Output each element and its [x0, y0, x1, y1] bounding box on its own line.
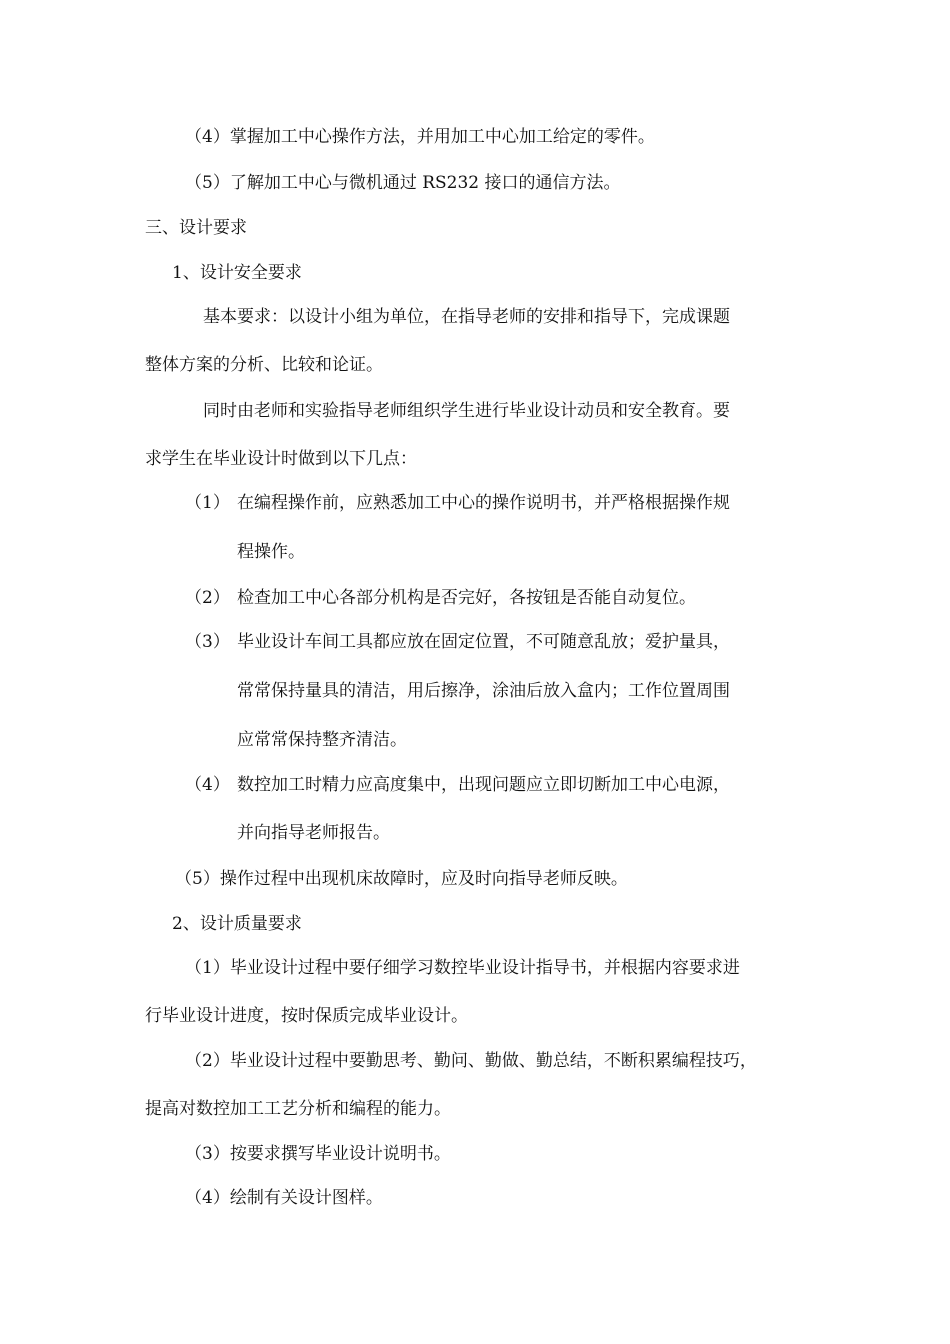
objective-item-5: （5）了解加工中心与微机通过 RS232 接口的通信方法。 — [185, 173, 621, 193]
safety-item-2-number: （2） — [185, 588, 230, 608]
safety-item-3-line-3: 应常常保持整齐清洁。 — [237, 730, 407, 750]
mobilization-line-2: 求学生在毕业设计时做到以下几点： — [145, 449, 417, 469]
safety-item-5: （5）操作过程中出现机床故障时，应及时向指导老师反映。 — [175, 869, 628, 889]
quality-item-4: （4）绘制有关设计图样。 — [185, 1188, 383, 1208]
safety-item-1-number: （1） — [185, 493, 230, 513]
safety-item-3-number: （3） — [185, 632, 230, 652]
quality-item-3: （3）按要求撰写毕业设计说明书。 — [185, 1144, 451, 1164]
mobilization-line-1: 同时由老师和实验指导老师组织学生进行毕业设计动员和安全教育。要 — [203, 401, 730, 421]
objective-item-4: （4）掌握加工中心操作方法，并用加工中心加工给定的零件。 — [185, 127, 655, 147]
safety-item-2-line-1: 检查加工中心各部分机构是否完好，各按钮是否能自动复位。 — [237, 588, 696, 608]
basic-requirement-line-1: 基本要求：以设计小组为单位，在指导老师的安排和指导下，完成课题 — [203, 307, 730, 327]
safety-item-1-line-1: 在编程操作前，应熟悉加工中心的操作说明书，并严格根据操作规 — [237, 493, 730, 513]
subsection-heading-safety: 1、设计安全要求 — [172, 263, 302, 283]
subsection-heading-quality: 2、设计质量要求 — [172, 914, 302, 934]
safety-item-4-line-1: 数控加工时精力应高度集中，出现问题应立即切断加工中心电源， — [237, 775, 730, 795]
quality-item-1-line-1: （1）毕业设计过程中要仔细学习数控毕业设计指导书，并根据内容要求进 — [185, 958, 740, 978]
safety-item-1-line-2: 程操作。 — [237, 542, 305, 562]
quality-item-1-line-2: 行毕业设计进度，按时保质完成毕业设计。 — [145, 1006, 468, 1026]
safety-item-4-line-2: 并向指导老师报告。 — [237, 823, 390, 843]
safety-item-3-line-1: 毕业设计车间工具都应放在固定位置，不可随意乱放；爱护量具， — [237, 632, 730, 652]
quality-item-2-line-1: （2）毕业设计过程中要勤思考、勤问、勤做、勤总结，不断积累编程技巧， — [185, 1051, 757, 1071]
quality-item-2-line-2: 提高对数控加工工艺分析和编程的能力。 — [145, 1099, 451, 1119]
section-heading-design-requirements: 三、设计要求 — [145, 218, 247, 238]
basic-requirement-line-2: 整体方案的分析、比较和论证。 — [145, 355, 383, 375]
safety-item-3-line-2: 常常保持量具的清洁，用后擦净，涂油后放入盒内；工作位置周围 — [237, 681, 730, 701]
safety-item-4-number: （4） — [185, 775, 230, 795]
